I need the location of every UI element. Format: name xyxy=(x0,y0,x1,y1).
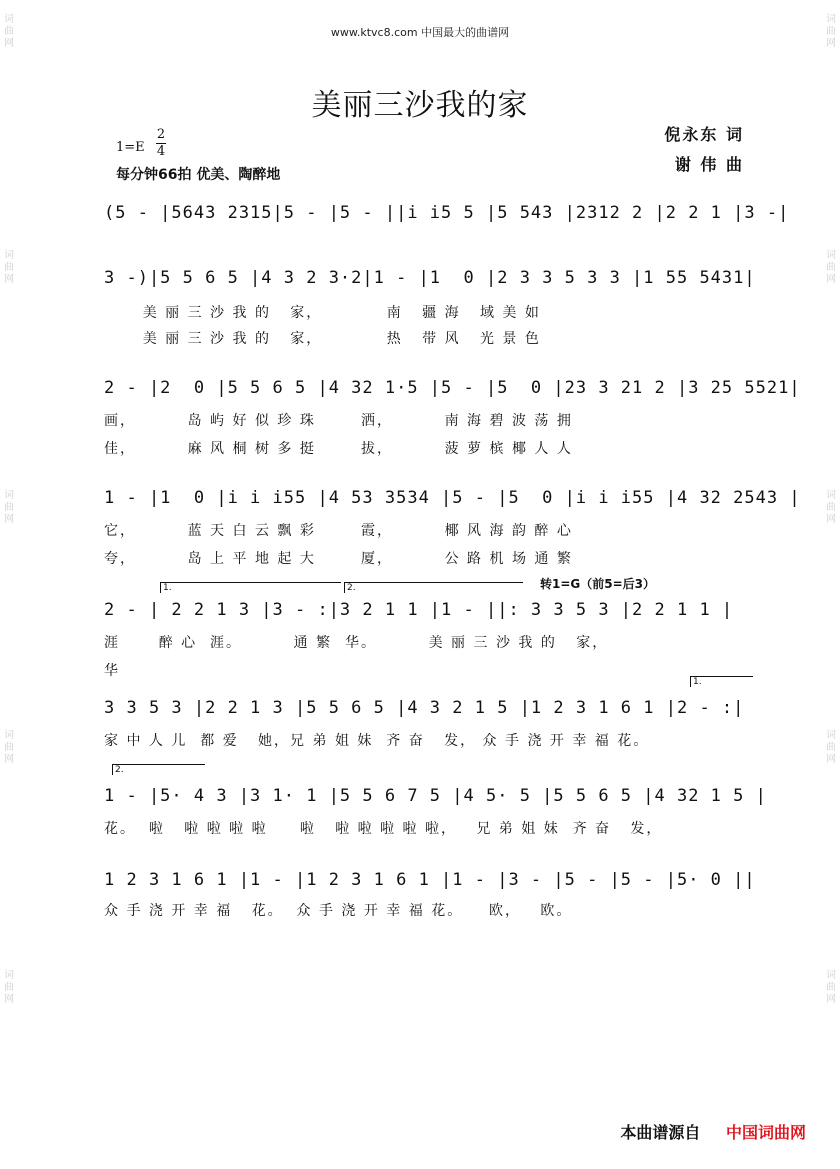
second-ending-bracket: 2. xyxy=(344,582,523,593)
tempo-marking: 每分钟66拍 优美、陶醉地 xyxy=(116,167,281,183)
lyric-line: 家 中 人 儿 都 爱 她，兄 弟 姐 妹 齐 奋 发， 众 手 浇 开 幸 福 花。 xyxy=(104,733,650,749)
watermark-group: 词 曲 网 xyxy=(4,970,14,1005)
lyric-line: 众 手 浇 开 幸 福 花。 众 手 浇 开 幸 福 花。 欧， 欧。 xyxy=(104,903,573,919)
first-ending-bracket: 1. xyxy=(160,582,341,593)
lyric-line: 涯 醉 心 涯。 通 繁 华。 美 丽 三 沙 我 的 家， xyxy=(104,635,609,651)
lyric-line: 佳， 麻 风 桐 树 多 挺 拔， 菠 萝 槟 椰 人 人 xyxy=(104,441,573,457)
watermark-group: 词 曲 网 xyxy=(826,970,836,1005)
watermark-left xyxy=(2,0,16,1169)
watermark-group: 词 曲 网 xyxy=(4,250,14,285)
notation-line: 1 - |1 0 |i i i55 |4 53 3534 |5 - |5 0 |i i i55 |4 32 2543 | xyxy=(104,488,801,508)
lyric-line: 美 丽 三 沙 我 的 家， 热 带 风 光 景 色 xyxy=(104,331,541,347)
notation-line: 1 - |5· 4 3 |3 1· 1 |5 5 6 7 5 |4 5· 5 |5 5 6 5 |4 32 1 5 | xyxy=(104,786,767,806)
first-ending-bracket: 1. xyxy=(690,676,753,687)
lyric-line: 画， 岛 屿 好 似 珍 珠 洒， 南 海 碧 波 荡 拥 xyxy=(104,413,573,429)
notation-line: 3 -)|5 5 6 5 |4 3 2 3·2|1 - |1 0 |2 3 3 5 3 3 |1 55 5431| xyxy=(104,268,756,288)
lyric-line: 花。 啦 啦 啦 啦 啦 啦 啦 啦 啦 啦 啦， 兄 弟 姐 妹 齐 奋 发， xyxy=(104,821,663,837)
second-ending-bracket: 2. xyxy=(112,764,205,775)
song-title: 美丽三沙我的家 xyxy=(311,88,529,123)
key-change: 转1=G（前5=后3） xyxy=(540,577,656,591)
watermark-group: 词 曲 网 xyxy=(826,490,836,525)
notation-line: 1 2 3 1 6 1 |1 - |1 2 3 1 6 1 |1 - |3 - |5 - |5 - |5· 0 || xyxy=(104,870,756,890)
site-header[interactable]: www.ktvc8.com 中国最大的曲谱网 xyxy=(330,26,510,39)
watermark-group: 词 曲 网 xyxy=(4,490,14,525)
lyric-line: 美 丽 三 沙 我 的 家， 南 疆 海 域 美 如 xyxy=(104,305,541,321)
source-credit xyxy=(620,1120,806,1143)
lyric-line: 华 xyxy=(104,663,120,679)
time-numerator: 2 xyxy=(156,127,166,142)
lyricist-credit: 倪永东 词 xyxy=(664,125,744,144)
time-denominator: 4 xyxy=(156,144,166,159)
key-signature: 1=E xyxy=(116,140,145,155)
lyric-line: 它， 蓝 天 白 云 飘 彩 霞， 椰 风 海 韵 醉 心 xyxy=(104,523,573,539)
time-signature xyxy=(156,128,166,159)
composer-credit: 谢 伟 曲 xyxy=(674,155,744,174)
notation-line: 2 - | 2 2 1 3 |3 - :|3 2 1 1 |1 - ||: 3 3 5 3 |2 2 1 1 | xyxy=(104,600,734,620)
watermark-group: 词 曲 网 xyxy=(826,730,836,765)
notation-line: 2 - |2 0 |5 5 6 5 |4 32 1·5 |5 - |5 0 |23 3 21 2 |3 25 5521| xyxy=(104,378,801,398)
notation-line: 3 3 5 3 |2 2 1 3 |5 5 6 5 |4 3 2 1 5 |1 2 3 1 6 1 |2 - :| xyxy=(104,698,745,718)
watermark-right xyxy=(824,0,838,1169)
lyric-line: 夸， 岛 上 平 地 起 大 厦， 公 路 机 场 通 繁 xyxy=(104,551,573,567)
watermark-group: 词 曲 网 xyxy=(826,14,836,49)
source-label: 本曲谱源自 xyxy=(620,1123,701,1142)
source-brand-link[interactable]: 中国词曲网 xyxy=(725,1123,806,1142)
watermark-group: 词 曲 网 xyxy=(4,14,14,49)
notation-line: (5 - |5643 2315|5 - |5 - ||i i5 5 |5 543 |2312 2 |2 2 1 |3 -| xyxy=(104,203,790,223)
watermark-group: 词 曲 网 xyxy=(826,250,836,285)
watermark-group: 词 曲 网 xyxy=(4,730,14,765)
